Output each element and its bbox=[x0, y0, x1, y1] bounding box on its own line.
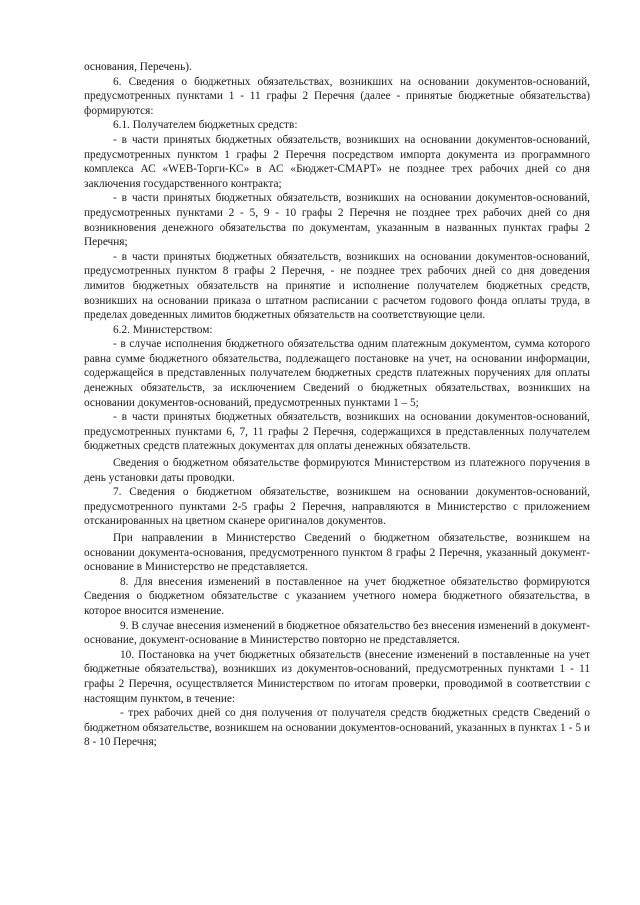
paragraph-6-1-bullet-3: - в части принятых бюджетных обязательств, возникших на основании документов-оснований, предусмотренных пунктом 8 графы 2 Перечня, - не позднее трех рабочих дней со дня доведения лимитов бюджетных обязательств на принятие и исполнение получателем бюджетных средств, возникших на основании приказа о штатном расписании с расчетом годового фонда оплаты труда, в пределах доведенных лимитов бюджетных обязательств на соответствующие цели. bbox=[84, 250, 590, 322]
paragraph-item-6-1: 6.1. Получателем бюджетных средств: bbox=[113, 119, 298, 132]
paragraph-continuation: основания, Перечень). bbox=[84, 61, 192, 73]
paragraph-7-note: При направлении в Министерство Сведений о бюджетном обязательстве, возникшем на основании документа-основания, предусмотренного пунктом 8 графы 2 Перечня, указанный документ-основание в Министерство не представляется. bbox=[84, 532, 590, 574]
paragraph-item-7: 7. Сведения о бюджетном обязательстве, возникшем на основании документов-оснований, предусмотренного пунктами 2-5 графы 2 Перечня, направляются в Министерство с приложением отсканированных на цветном сканере оригиналов документов. bbox=[84, 486, 590, 528]
paragraph-6-2-note: Сведения о бюджетном обязательстве формируются Министерством из платежного поручения в день установки даты проводки. bbox=[84, 457, 590, 484]
document-body bbox=[84, 60, 590, 750]
paragraph-6-2-bullet-2: - в части принятых бюджетных обязательств, возникших на основании документов-оснований, предусмотренных пунктами 6, 7, 11 графы 2 Перечня, содержащихся в представленных получателем бюджетных средств платежных документах для оплаты денежных обязательств. bbox=[84, 411, 590, 453]
paragraph-item-8: 8. Для внесения изменений в поставленное на учет бюджетное обязательство формируются Сведения о бюджетном обязательстве с указанием учетного номера бюджетного обязательства, в которое вносится изменение. bbox=[84, 575, 590, 617]
paragraph-6-2-bullet-1: - в случае исполнения бюджетного обязательства одним платежным документом, сумма которого равна сумме бюджетного обязательства, подлежащего постановке на учет, на основании информации, содержащейся в представленных получателем бюджетных средств платежных поручениях для оплаты денежных обязательств, за исключением Сведений о бюджетных обязательствах, возникших на основании документов-оснований, предусмотренных пунктами 1 – 5; bbox=[84, 338, 590, 409]
paragraph-6-1-bullet-1: - в части принятых бюджетных обязательств, возникших на основании документов-оснований, предусмотренных пунктом 1 графы 2 Перечня посредством импорта документа из программного комплекса АС «WEB-Торги-КС» в АС «Бюджет-СМАРТ» не позднее трех рабочих дней со дня заключения государственного контракта; bbox=[84, 133, 590, 190]
paragraph-10-bullet-1: - трех рабочих дней со дня получения от получателя средств бюджетных средств Сведений о бюджетном обязательстве, возникшем на основании документов-оснований, указанных в пунктах 1 - 5 и 8 - 10 Перечня; bbox=[84, 707, 590, 749]
paragraph-item-10: 10. Постановка на учет бюджетных обязательств (внесение изменений в поставленные на учет бюджетные обязательства), возникших из документов-оснований, предусмотренных пунктами 1 - 11 графы 2 Перечня, осуществляется Министерством по итогам проверки, проводимой в соответствии с настоящим пунктом, в течение: bbox=[84, 648, 590, 705]
paragraph-item-9: 9. В случае внесения изменений в бюджетное обязательство без внесения изменений в документ-основание, документ-основание в Министерство повторно не представляется. bbox=[84, 619, 590, 647]
paragraph-6-1-bullet-2: - в части принятых бюджетных обязательств, возникших на основании документов-оснований, предусмотренных пунктами 2 - 5, 9 - 10 графы 2 Перечня не позднее трех рабочих дней со дня возникновения денежного обязательства по документам, указанным в названных пунктах графы 2 Перечня; bbox=[84, 192, 590, 249]
paragraph-item-6: 6. Сведения о бюджетных обязательствах, возникших на основании документов-оснований, предусмотренных пунктами 1 - 11 графы 2 Перечня (далее - принятые бюджетные обязательства) формируются: bbox=[84, 75, 590, 117]
paragraph-item-6-2: 6.2. Министерством: bbox=[113, 323, 213, 336]
